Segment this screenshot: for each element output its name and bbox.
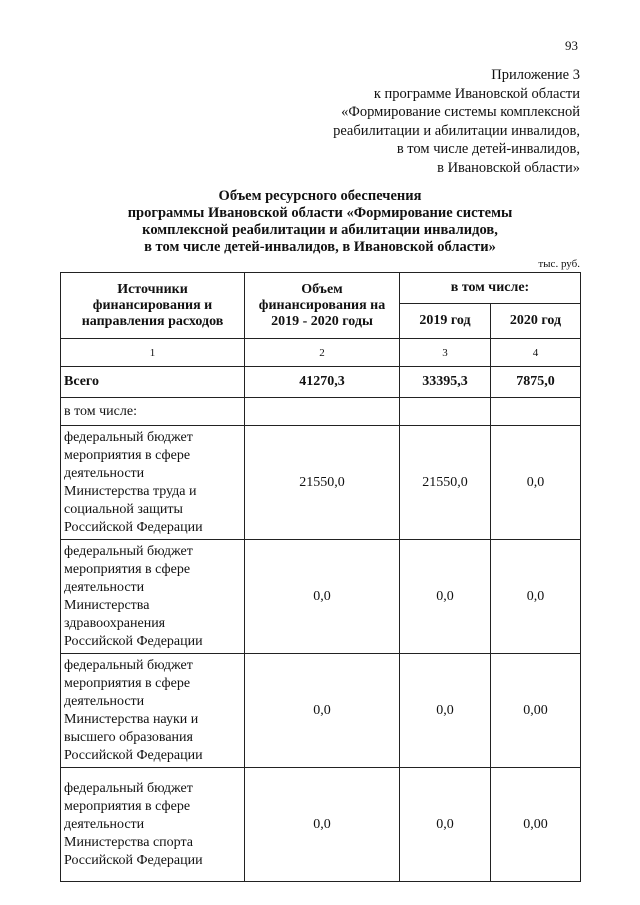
source-line: Российской Федерации (64, 633, 203, 649)
total-row (61, 367, 581, 398)
source-line: федеральный бюджет (64, 543, 193, 559)
subheader-row (61, 398, 581, 426)
units-label: тыс. руб. (538, 258, 580, 270)
source-line: федеральный бюджет (64, 780, 193, 796)
appendix-line: Приложение 3 (491, 67, 580, 83)
source-line: Министерства науки и (64, 711, 199, 727)
column-numbers-row (61, 339, 581, 367)
appendix-line: к программе Ивановской области (373, 85, 580, 102)
source-line: Российской Федерации (64, 852, 203, 868)
title-line: в том числе детей-инвалидов, в Ивановской области» (144, 239, 496, 255)
column-number: 1 (61, 339, 245, 367)
subheader-label: в том числе: (61, 398, 245, 426)
source-line: Министерства спорта (64, 834, 193, 850)
appendix-line: в том числе детей-инвалидов, (396, 141, 580, 157)
source-line: деятельности (64, 693, 145, 709)
source-cell (61, 654, 245, 768)
appendix-block (260, 66, 580, 177)
page-number: 93 (565, 38, 578, 53)
title-line: Объем ресурсного обеспечения (218, 188, 422, 204)
column-number: 3 (400, 339, 491, 367)
year-2019-cell: 21550,0 (400, 426, 491, 540)
source-line: мероприятия в сфере (64, 675, 191, 691)
title-line: программы Ивановской области «Формирование системы (127, 205, 513, 221)
source-line: деятельности (64, 465, 145, 481)
source-line: Российской Федерации (64, 519, 203, 535)
title-line: комплексной реабилитации и абилитации инвалидов, (142, 222, 498, 238)
volume-cell: 21550,0 (245, 426, 400, 540)
source-line: Министерства (64, 597, 150, 613)
source-line: Министерства труда и (64, 483, 197, 499)
header-including: в том числе: (400, 273, 581, 304)
source-line: социальной защиты (64, 501, 183, 517)
empty-cell (491, 398, 581, 426)
year-2020-cell: 0,00 (491, 654, 581, 768)
source-line: здравоохранения (64, 615, 166, 631)
source-line: высшего образования (64, 729, 193, 745)
year-2019-cell: 0,0 (400, 654, 491, 768)
header-source: Источники финансирования и направления расходов (61, 273, 245, 339)
funding-table (60, 272, 581, 882)
source-cell (61, 768, 245, 882)
header-2020: 2020 год (491, 304, 581, 339)
volume-cell: 0,0 (245, 540, 400, 654)
volume-cell: 0,0 (245, 654, 400, 768)
source-line: деятельности (64, 816, 145, 832)
table-row (61, 540, 581, 654)
source-line: мероприятия в сфере (64, 798, 191, 814)
header-2019: 2019 год (400, 304, 491, 339)
source-line: мероприятия в сфере (64, 561, 191, 577)
total-2020: 7875,0 (491, 367, 581, 398)
table-row (61, 768, 581, 882)
year-2020-cell: 0,00 (491, 768, 581, 882)
empty-cell (400, 398, 491, 426)
column-number: 4 (491, 339, 581, 367)
total-2019: 33395,3 (400, 367, 491, 398)
table-row (61, 654, 581, 768)
year-2020-cell: 0,0 (491, 426, 581, 540)
appendix-line: реабилитации и абилитации инвалидов, (333, 122, 580, 139)
source-line: федеральный бюджет (64, 657, 193, 673)
source-line: мероприятия в сфере (64, 447, 191, 463)
appendix-line: «Формирование системы комплексной (341, 104, 580, 120)
source-line: федеральный бюджет (64, 429, 193, 445)
total-volume: 41270,3 (245, 367, 400, 398)
table-row (61, 426, 581, 540)
volume-cell: 0,0 (245, 768, 400, 882)
year-2019-cell: 0,0 (400, 540, 491, 654)
header-row (61, 273, 581, 304)
source-cell (61, 540, 245, 654)
year-2020-cell: 0,0 (491, 540, 581, 654)
source-line: деятельности (64, 579, 145, 595)
year-2019-cell: 0,0 (400, 768, 491, 882)
total-label: Всего (61, 367, 245, 398)
column-number: 2 (245, 339, 400, 367)
source-cell (61, 426, 245, 540)
document-title (60, 188, 580, 256)
source-line: Российской Федерации (64, 747, 203, 763)
header-volume: Объем финансирования на 2019 - 2020 годы (245, 273, 400, 339)
appendix-line: в Ивановской области» (437, 159, 580, 176)
empty-cell (245, 398, 400, 426)
